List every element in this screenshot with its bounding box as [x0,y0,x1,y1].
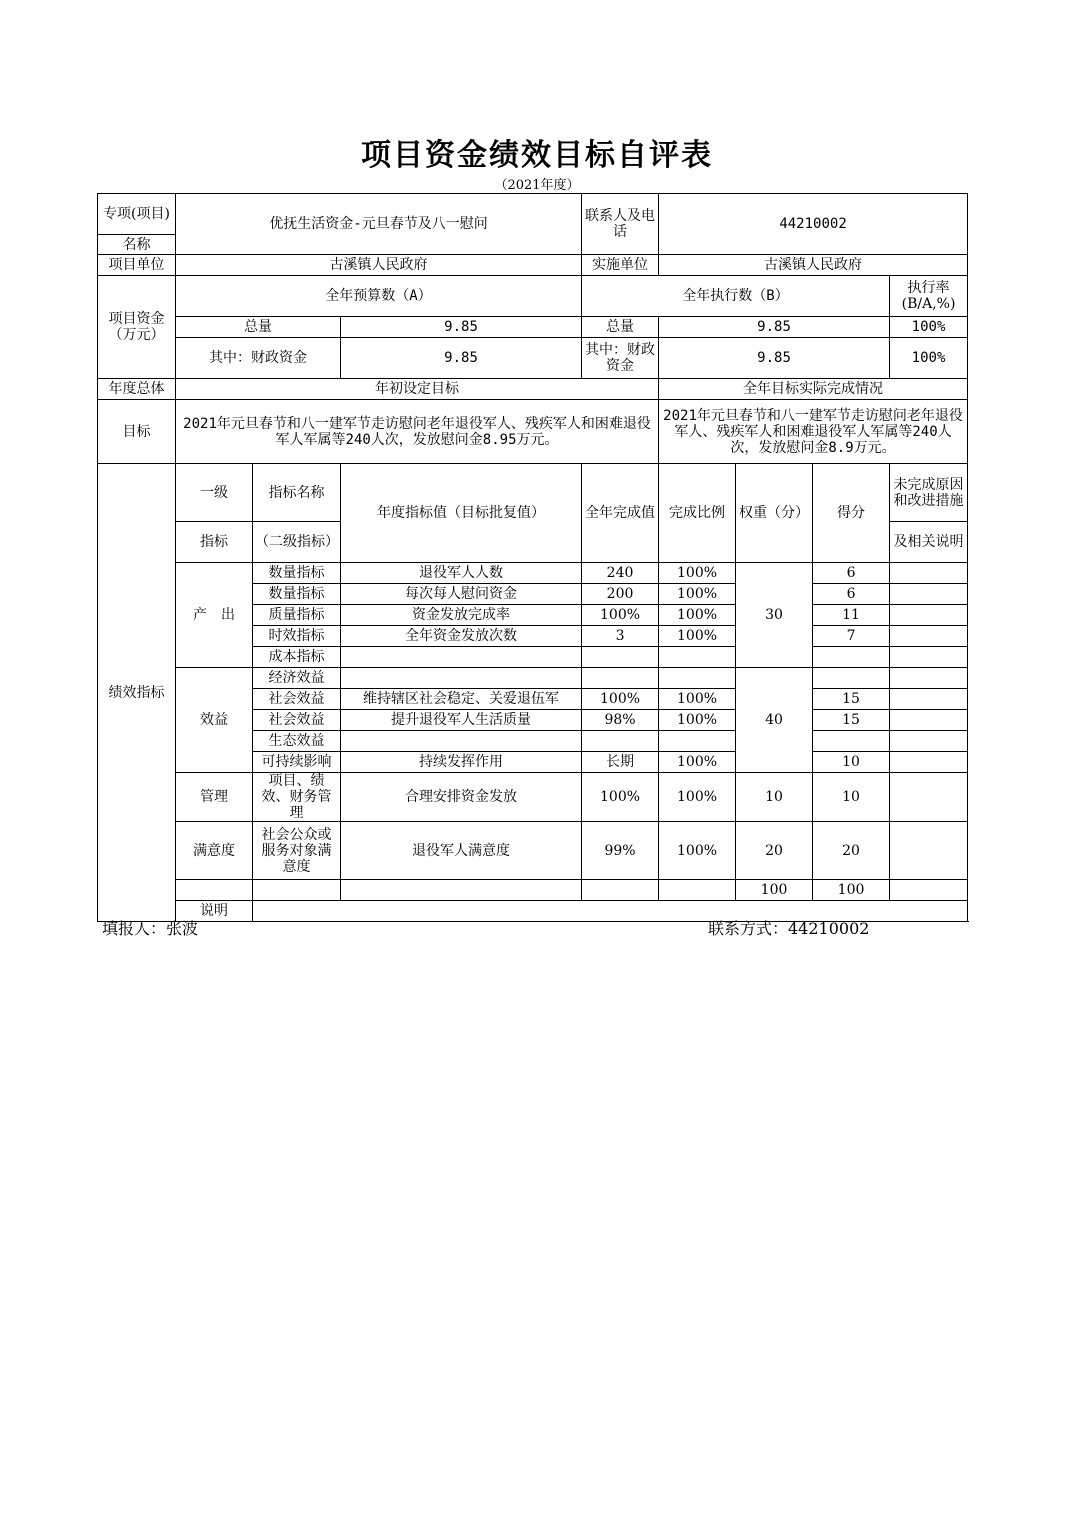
indicator-reason [890,731,968,752]
group-benefit: 效益 [176,668,253,773]
label-exec-rate: 执行率(B/A,%) [890,276,968,317]
totals-blank [253,880,341,901]
group-satisfaction: 满意度 [176,822,253,880]
indicator-reason [890,647,968,668]
budget-fiscal-value: 9.85 [341,338,582,379]
goal-initial-text: 2021年元旦春节和八一建军节走访慰问老年退役军人、残疾军人和困难退役军人军属等240人次，发放慰问金8.95万元。 [176,400,659,464]
indicator-score [813,668,890,689]
indicator-done: 100% [582,689,659,710]
indicator-target [341,731,582,752]
indicator-ratio: 100% [659,563,736,584]
label-annual-value: 年度指标值（目标批复值） [341,464,582,563]
group-output: 产 出 [176,563,253,668]
label-budget-a: 全年预算数（A） [176,276,582,317]
page-title: 项目资金绩效目标自评表 [361,138,713,173]
indicator-score: 6 [813,563,890,584]
label-total-b: 总量 [582,317,659,338]
indicator-name: 成本指标 [253,647,341,668]
indicator-name: 质量指标 [253,605,341,626]
label-reason-a: 未完成原因和改进措施 [890,464,968,522]
indicator-ratio: 100% [659,689,736,710]
totals-blank [582,880,659,901]
filler-name: 填报人：张波 [102,919,199,938]
indicator-done: 100% [582,773,659,822]
indicator-score: 15 [813,689,890,710]
label-overall-year: 年度总体 [98,379,176,400]
group-management: 管理 [176,773,253,822]
label-fiscal: 其中：财政资金 [176,338,341,379]
label-reason-b: 及相关说明 [890,522,968,563]
label-initial-goal: 年初设定目标 [176,379,659,400]
totals-weight: 100 [736,880,813,901]
indicator-target [341,647,582,668]
indicator-done: 长期 [582,752,659,773]
indicator-reason [890,626,968,647]
indicator-name: 经济效益 [253,668,341,689]
indicator-score: 10 [813,752,890,773]
label-weight: 权重（分） [736,464,813,563]
label-level1-b: 指标 [176,522,253,563]
indicator-reason [890,689,968,710]
budget-total-value: 9.85 [341,317,582,338]
indicator-target: 全年资金发放次数 [341,626,582,647]
rate-fiscal-value: 100% [890,338,968,379]
indicator-name: 项目、绩效、财务管理 [253,773,341,822]
indicator-done [582,731,659,752]
indicator-score: 10 [813,773,890,822]
indicator-reason [890,563,968,584]
indicator-done: 99% [582,822,659,880]
indicator-weight: 10 [736,773,813,822]
indicator-target: 退役军人满意度 [341,822,582,880]
label-contact: 联系人及电话 [582,194,659,255]
indicator-done: 98% [582,710,659,731]
label-ind-name-b: （二级指标） [253,522,341,563]
label-impl-unit: 实施单位 [582,255,659,276]
indicator-done [582,668,659,689]
label-level1-a: 一级 [176,464,253,522]
indicator-score: 7 [813,626,890,647]
totals-blank [659,880,736,901]
year-subtitle: （2021年度） [494,178,580,193]
label-full-year-done: 全年完成值 [582,464,659,563]
phone-value: 44210002 [659,194,968,255]
indicator-done: 200 [582,584,659,605]
indicator-ratio: 100% [659,605,736,626]
indicator-target: 合理安排资金发放 [341,773,582,822]
indicator-ratio [659,647,736,668]
indicator-name: 数量指标 [253,563,341,584]
label-goal: 目标 [98,400,176,464]
indicator-reason [890,822,968,880]
label-score: 得分 [813,464,890,563]
indicator-name: 数量指标 [253,584,341,605]
label-project-name-2: 名称 [98,235,176,255]
indicator-target [341,668,582,689]
rate-total-value: 100% [890,317,968,338]
label-actual-done: 全年目标实际完成情况 [659,379,968,400]
exec-fiscal-value: 9.85 [659,338,890,379]
indicator-target: 维持辖区社会稳定、关爱退伍军 [341,689,582,710]
label-project-name: 专项(项目) [98,194,176,235]
indicator-target: 资金发放完成率 [341,605,582,626]
indicator-ratio: 100% [659,773,736,822]
label-exec-b: 全年执行数（B） [582,276,890,317]
goal-actual-text: 2021年元旦春节和八一建军节走访慰问老年退役军人、残疾军人和困难退役军人军属等240人次，发放慰问金8.9万元。 [659,400,968,464]
indicator-target: 提升退役军人生活质量 [341,710,582,731]
indicator-reason [890,773,968,822]
indicator-reason [890,668,968,689]
indicator-name: 时效指标 [253,626,341,647]
totals-score: 100 [813,880,890,901]
indicator-name: 社会效益 [253,710,341,731]
project-name-value: 优抚生活资金-元旦春节及八一慰问 [176,194,582,255]
indicator-score: 15 [813,710,890,731]
exec-total-value: 9.85 [659,317,890,338]
indicator-score: 6 [813,584,890,605]
indicator-ratio: 100% [659,752,736,773]
indicator-ratio: 100% [659,822,736,880]
indicator-name: 可持续影响 [253,752,341,773]
indicator-reason [890,584,968,605]
indicator-target: 退役军人人数 [341,563,582,584]
indicator-ratio: 100% [659,626,736,647]
label-perf-indicator: 绩效指标 [98,464,176,922]
indicator-score [813,731,890,752]
indicator-ratio [659,731,736,752]
indicator-done: 3 [582,626,659,647]
indicator-done: 240 [582,563,659,584]
indicator-ratio: 100% [659,710,736,731]
indicator-done [582,647,659,668]
indicator-score: 11 [813,605,890,626]
label-fiscal-b: 其中：财政资金 [582,338,659,379]
indicator-ratio: 100% [659,584,736,605]
indicator-reason [890,710,968,731]
evaluation-table [97,193,968,922]
label-done-ratio: 完成比例 [659,464,736,563]
indicator-target: 每次每人慰问资金 [341,584,582,605]
benefit-weight: 40 [736,668,813,773]
indicator-name: 生态效益 [253,731,341,752]
indicator-ratio [659,668,736,689]
project-unit-value: 古溪镇人民政府 [176,255,582,276]
indicator-weight: 20 [736,822,813,880]
label-funds: 项目资金（万元） [98,276,176,379]
indicator-target: 持续发挥作用 [341,752,582,773]
contact-info: 联系方式：44210002 [708,919,870,938]
totals-blank [176,880,253,901]
indicator-done: 100% [582,605,659,626]
label-project-unit: 项目单位 [98,255,176,276]
indicator-score [813,647,890,668]
totals-blank [890,880,968,901]
indicator-reason [890,752,968,773]
impl-unit-value: 古溪镇人民政府 [659,255,968,276]
indicator-reason [890,605,968,626]
output-weight: 30 [736,563,813,668]
label-ind-name-a: 指标名称 [253,464,341,522]
indicator-name: 社会效益 [253,689,341,710]
indicator-score: 20 [813,822,890,880]
label-total: 总量 [176,317,341,338]
totals-blank [341,880,582,901]
label-note: 说明 [176,901,253,922]
indicator-name: 社会公众或服务对象满意度 [253,822,341,880]
